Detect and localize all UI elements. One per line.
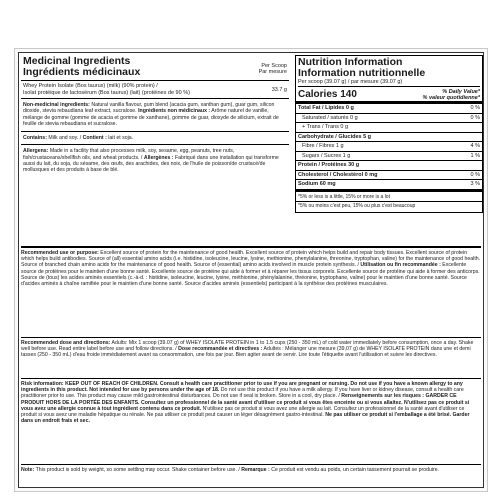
nutrient-value: 0 %	[470, 105, 480, 111]
nutrient-label: Sodium 60 mg	[298, 181, 336, 187]
nutrient-label: Fibre / Fibres 1 g	[302, 143, 344, 149]
recommended-label: Recommended use or purpose:	[21, 250, 99, 256]
nonmed-label-fr: Ingrédients non médicinaux :	[138, 108, 211, 115]
serving-size: Per scoop (39.07 g) / par mesure (39.07 g)	[298, 79, 480, 87]
dv-fr: % valeur quotidienne*	[422, 95, 480, 101]
nutrient-label: Saturated / saturés 0 g	[302, 114, 358, 121]
contains-text-fr: lait et soja.	[108, 135, 134, 142]
row-cholesterol	[296, 171, 482, 181]
nutrient-label: Carbohydrate / Glucides 5 g	[298, 133, 372, 140]
nonmed-label: Non-medicinal ingredients:	[23, 102, 90, 108]
nutrition-facts-table	[295, 55, 483, 213]
supplement-label-panel	[18, 52, 484, 488]
contains-label-fr: Contient :	[82, 135, 107, 142]
medicinal-header	[21, 55, 289, 81]
allergens-label-fr: Allergènes :	[143, 154, 174, 161]
nutrition-header	[296, 56, 482, 88]
risk-text-fr-1: GARDER CE PRODUIT HORS DE LA PORTÉE DES ENFANTS. Consultez un professionnel de la santé avant d'utiliser ce produit si vous êtes enceinte ou si vous allaitez. N'utilisez pas ce produit si vous avez une allergie connue à tout ingrédient contenu dans ce produit.	[21, 393, 470, 412]
dose-text-fr: Adultes : Mélanger une mesure (39,07 g) de WHEY ISOLATE PROTEIN dans une et demi tasses (250 - 350 mL) d'eau froide immédiatement avant sa consommation, une fois par jour. Bien agiter avant de servir. Lire toute l'étiquette avant l'utilisation et suivre les directives.	[21, 346, 471, 359]
medicinal-ingredient-row	[21, 81, 289, 99]
medicinal-title-en: Medicinal Ingredients	[23, 55, 131, 67]
dose-label: Recommended dose and directions:	[21, 340, 111, 346]
daily-value-header	[423, 89, 480, 101]
nutrient-label: Protein / Protéines 30 g	[298, 162, 360, 168]
note-label-fr: Remarque :	[241, 467, 270, 473]
per-scoop-en: Per Scoop	[261, 63, 287, 69]
allergens-section	[21, 145, 289, 175]
allergens-label: Allergens:	[23, 148, 49, 155]
note-section	[21, 464, 481, 473]
nutrient-value: 1 %	[470, 152, 480, 159]
row-sugars	[296, 152, 482, 162]
ingredient-line-1: Whey Protein Isolate (Bos taurus) (milk) (90% protein) /	[23, 83, 158, 89]
row-sodium	[296, 180, 482, 192]
risk-text-3: Do not use if seal is broken. Store in a cool, dry place. /	[212, 393, 340, 400]
allergens-text-fr: Fabriqué dans une installation qui transforme aussi du lait, du soja, du sésame, des œufs, des arachides, des noix, de l'huile de poisson/de crustacé/de mollusques et des produits à base de blé.	[23, 154, 279, 174]
nutrient-value: 0 %	[470, 171, 480, 178]
risk-section	[21, 378, 481, 424]
row-protein	[296, 161, 482, 171]
row-carbohydrate	[296, 133, 482, 143]
calories-label: Calories 140	[298, 89, 357, 100]
row-total-fat	[296, 104, 482, 114]
nonmed-text: Natural vanilla flavour, gum blend (acacia gum, xanthan gum), guar gum, silicon dioxide, stevia rebaudiana leaf extract, sucralose.	[23, 102, 275, 115]
non-medicinal-ingredients	[21, 99, 289, 132]
per-scoop-fr: Par mesure	[258, 69, 287, 75]
nutrient-label: Total Fat / Lipides 0 g	[298, 105, 354, 111]
risk-text-1: KEEP OUT OF REACH OF CHILDREN. Consult a health care practitioner prior to use if you are pregnant or nursing. Do not use if you have a known allergy to any ingredients in this product. Not intended for use by persons under the age of 18.	[21, 381, 463, 394]
footnote-fr: *5% ou moins c'est peu, 15% ou plus c'est beaucoup	[298, 203, 416, 209]
recommended-use-section	[21, 246, 481, 287]
note-text-fr: Ce produit est vendu au poids, un certain tassement pourrait se produire.	[271, 467, 440, 473]
row-saturated	[296, 114, 482, 124]
row-trans	[296, 123, 482, 133]
nutrition-title-en: Nutrition Information	[298, 56, 403, 68]
risk-label: Risk information:	[21, 381, 64, 387]
contains-text: Milk and soy. /	[48, 135, 82, 142]
risk-text-fr-2: N'utilisez pas ce produit si vous avez une allergie au lait. Consultez un professionnel de la santé avant d'utiliser ce produit si vous avez une maladie hépatique ou rénale. Ne pas utiliser ce produit peut causer un léger désagrément gastro-intestinal.	[21, 405, 465, 419]
nutrient-label: Sugars / Sucres 1 g	[302, 152, 351, 159]
nutrient-value: 4 %	[470, 143, 480, 149]
note-text: This product is sold by weight, so some settling may occur. Shake container before use. /	[35, 467, 240, 473]
contains-label: Contains:	[23, 135, 47, 142]
ingredients-column	[21, 55, 289, 176]
calories-row	[296, 88, 482, 104]
risk-text-2: Do not use this product if you have a milk allergy. If you have liver or kidney disease, consult a health care practitioner prior to use. This product may cause mild gastrointestinal disturbances.	[21, 387, 464, 400]
row-fibre	[296, 142, 482, 152]
risk-text-fr-3: Ne pas utiliser ce produit si l'emballage a été brisé. Garder dans un endroit frais et sec.	[21, 412, 470, 425]
ingredient-line-2: Isolat protéique de lactosérum (Bos taurus) (lait) (protéines de 90 %)	[23, 89, 190, 96]
per-scoop-label	[259, 63, 287, 75]
nutrient-label: + Trans / Trans 0 g	[302, 124, 349, 130]
nutrient-label: Cholesterol / Cholestérol 0 mg	[298, 171, 378, 178]
risk-label-fr: Renseignements sur les risques :	[341, 393, 425, 400]
ingredient-amount: 33.7 g	[271, 87, 287, 93]
note-label: Note:	[21, 467, 35, 473]
contains-section	[21, 132, 289, 145]
allergens-text: Made in a facility that also processes milk, soy, sesame, egg, peanuts, tree nuts, fish/crustaceans/shellfish oils, and wheat products. /	[23, 148, 235, 161]
nutrient-value: 0 %	[470, 114, 480, 121]
recommended-label-fr: Utilisation ou fin recommandée :	[360, 262, 441, 269]
recommended-text: Excellent source of protein for the maintenance of good health. Excellent source of protein which helps build and repair body tissues. Excellent source of protein which helps build antibodies. Source of (all) essential amino acids (i.e. histidine, isoleucine, leucine, lysine, methionine, phenylalanine, threonine, tryptophan, valine) for the maintenance of good health. Source of branched chain amino acids for the maintenance of good health. Source of (essential) amino acids involved in muscle protein synthesis. /	[21, 250, 481, 269]
nutrition-title-fr: Information nutritionnelle	[298, 67, 426, 79]
dose-label-fr: Dose recommandée et directives :	[178, 346, 263, 353]
nutrient-value: 3 %	[470, 181, 480, 187]
medicinal-title-fr: Ingrédients médicinaux	[23, 66, 141, 78]
footnote-en: *5% or less is a little, 15% or more is a lot	[296, 192, 482, 203]
dv-en: % Daily Value*	[442, 89, 480, 95]
dose-text: Adults: Mix 1 scoop (39.07 g) of WHEY ISOLATE PROTEIN in 1 to 1.5 cups (250 - 350 mL) of cold water immediately before consumption, once a day. Shake well before use. Read entire label before use and follow directions. /	[21, 340, 474, 353]
dose-section	[21, 337, 481, 359]
recommended-text-fr: Excellente source de protéines pour le maintien d'une bonne santé. Excellente source de protéine qui aide à former et à réparer les tissus corporels. Excellente source de protéine qui aide à former des anticorps. Source de (tous) les acides aminés essentiels (c.-à-d. : histidine, isoleucine, leucine, lysine, méthionine, phénylalanine, thréonine, tryptophane, valine) pour le maintien d'une bonne santé. Source d'acides aminés à chaîne ramifiée pour le maintien d'une bonne santé. Source d'acides aminés (essentiels) participant à la synthèse des protéines musculaires.	[21, 262, 480, 288]
nonmed-text-fr: Arôme naturel de vanille, mélange de gomme (gomme de acacia et gomme de xanthane), gomme de guar, dioxyde de silicium, extrait de feuille de stevia rebaudiana et sucralose.	[23, 108, 279, 127]
